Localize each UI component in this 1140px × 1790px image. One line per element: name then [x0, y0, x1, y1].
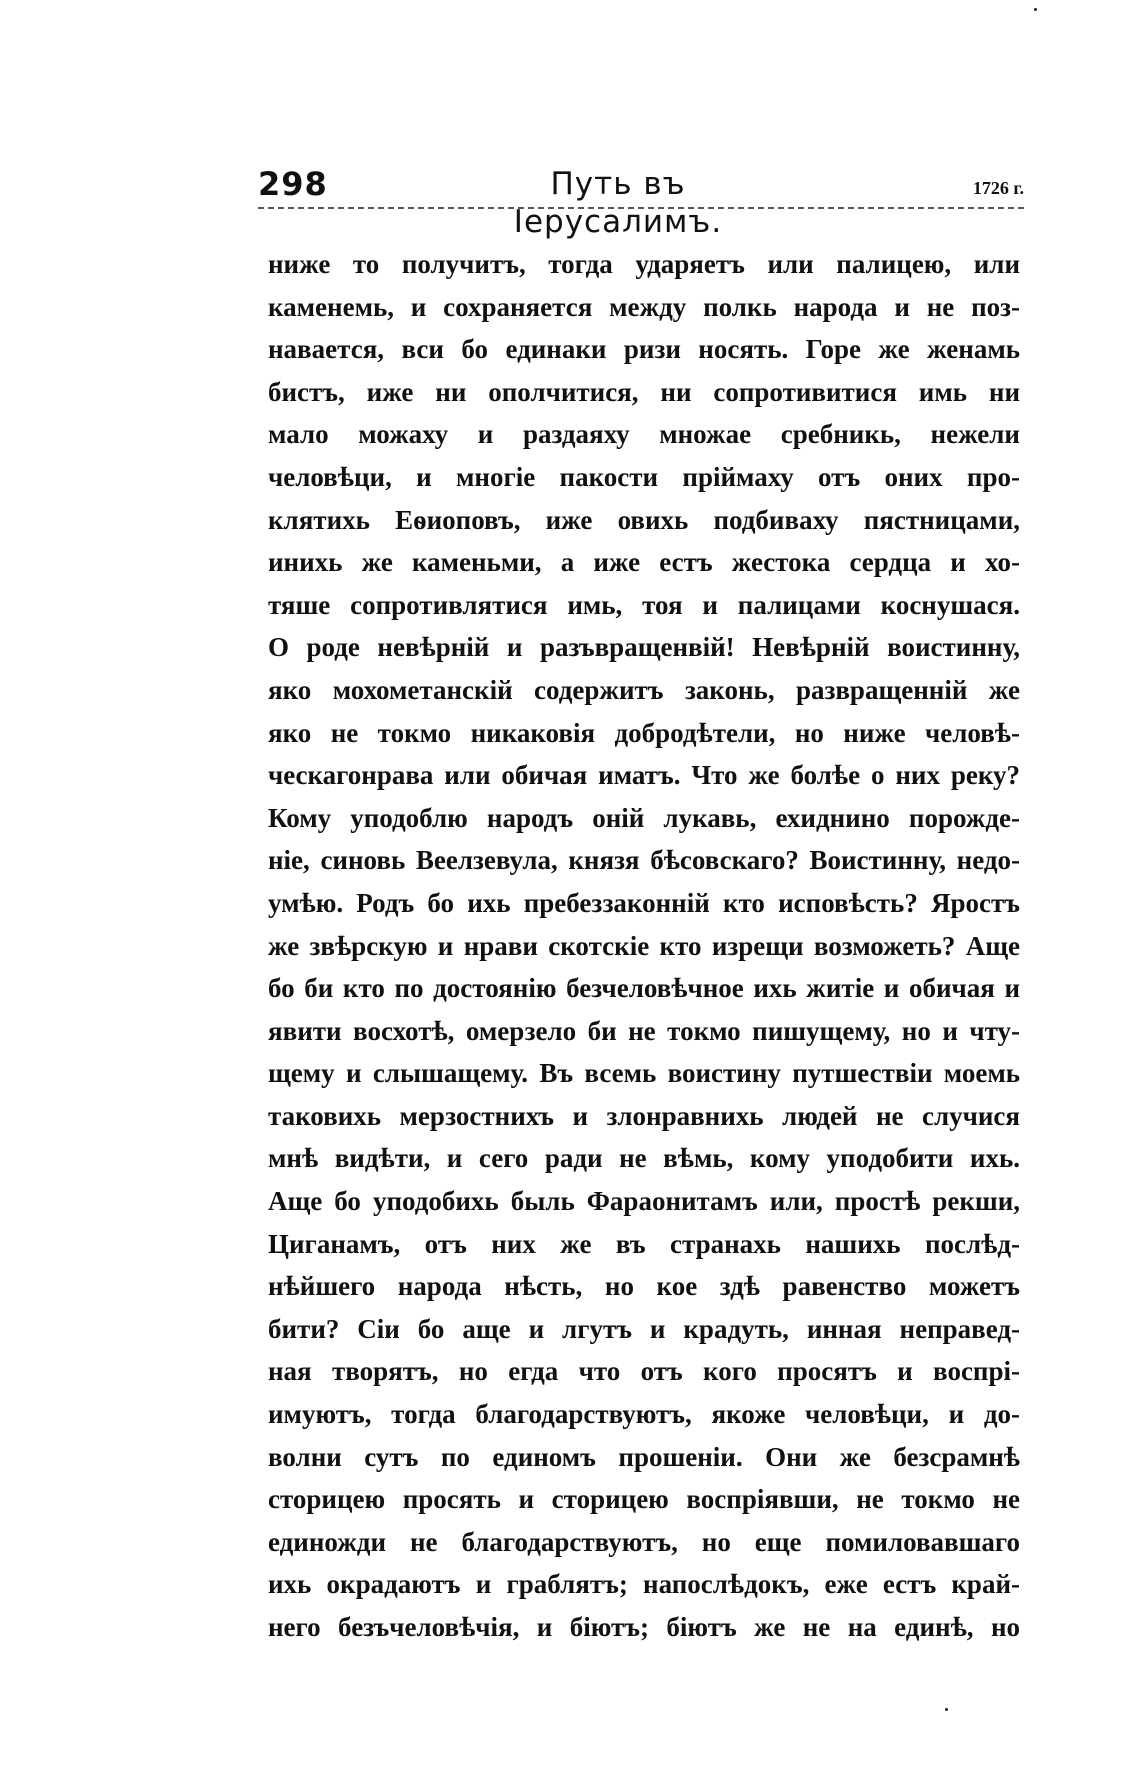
text-line: же звѣрскую и нрави скотскіе кто изрещи возможеть? Аще	[268, 930, 1020, 961]
page-number: 298	[258, 165, 328, 203]
text-line: явити восхотѣ, омерзело би не токмо пишущему, но и чту-	[268, 1015, 1020, 1046]
text-line: умѣю. Родъ бо ихь пребеззаконній кто исповѣсть? Яростъ	[268, 887, 1020, 918]
text-line: нѣйшего народа нѣсть, но кое здѣ равенство можетъ	[268, 1271, 1020, 1302]
text-line: О роде невѣрній и разъвращенвій! Невѣрній воистинну,	[268, 632, 1020, 663]
margin-mark-bottom	[945, 1708, 948, 1711]
text-line: бистъ, иже ни ополчитися, ни сопротивитися имь ни	[268, 376, 1020, 407]
header-rule	[258, 207, 1024, 209]
text-line: Циганамъ, отъ них же въ странахь нашихь послѣд-	[268, 1228, 1020, 1259]
text-line: таковихь мерзостнихъ и злонравнихь людей не случися	[268, 1100, 1020, 1131]
text-line: имуютъ, тогда благодарствуютъ, якоже человѣци, и до-	[268, 1399, 1020, 1430]
text-line: клятихь Еѳиоповъ, иже овихь подбиваху пястницами,	[268, 504, 1020, 535]
text-line: Аще бо уподобихь быль Фараонитамъ или, простѣ рекши,	[268, 1186, 1020, 1217]
text-line: бити? Сіи бо аще и лгутъ и крадуть, инная неправед-	[268, 1313, 1020, 1344]
text-line: ческагонрава или обичая иматъ. Что же болѣе о них реку?	[268, 760, 1020, 791]
margin-mark-top	[1034, 8, 1037, 11]
text-line: бо би кто по достоянію безчеловѣчное ихь житіе и обичая и	[268, 973, 1020, 1004]
text-line: ная творятъ, но егда что отъ кого просятъ и воспрі-	[268, 1356, 1020, 1387]
year-label: 1726 г.	[972, 178, 1024, 198]
text-line: каменемь, и сохраняется между полкь народа и не поз-	[268, 291, 1020, 322]
text-line: ихь окрадаютъ и граблятъ; напослѣдокъ, еже естъ край-	[268, 1569, 1020, 1600]
body-text	[268, 243, 1020, 1649]
text-line: ниже то получитъ, тогда ударяетъ или палицею, или	[268, 249, 1020, 279]
text-line: мнѣ видѣти, и сего ради не вѣмь, кому уподобити ихь.	[268, 1143, 1020, 1174]
text-line: яко мохометанскій содержитъ законь, развращенній же	[268, 674, 1020, 705]
text-line: навается, вси бо единаки ризи носять. Горе же женамь	[268, 334, 1020, 365]
text-line: щему и слышащему. Въ всемь воистину путшествіи моемь	[268, 1058, 1020, 1089]
page-header	[258, 165, 1024, 240]
text-line: сторицею просять и сторицею воспріявши, не токмо не	[268, 1484, 1020, 1515]
text-line: единожди не благодарствуютъ, но еще помиловавшаго	[268, 1526, 1020, 1557]
text-line: яко не токмо никаковія добродѣтели, но ниже человѣ-	[268, 717, 1020, 748]
text-line: человѣци, и многіе пакости пріймаху отъ оних про-	[268, 461, 1020, 492]
text-line: него безъчеловѣчія, и біютъ; біютъ же не на единѣ, но	[268, 1612, 1020, 1642]
text-line: ніе, синовь Веелзевула, князя бѣсовскаго? Воистинну, недо-	[268, 845, 1020, 876]
text-line: тяше сопротивлятися имь, тоя и палицами коснушася.	[268, 589, 1020, 620]
text-line: мало можаху и раздаяху множае сребникь, нежели	[268, 419, 1020, 450]
running-title: Путь въ Іерусалимъ.	[513, 166, 723, 240]
text-line: Кому уподоблю народъ оній лукавь, ехиднино порожде-	[268, 802, 1020, 833]
text-line: волни сутъ по единомъ прошеніи. Они же безсрамнѣ	[268, 1441, 1020, 1472]
text-line: иниxь же каменьми, а иже естъ жестока сердца и хо-	[268, 547, 1020, 578]
